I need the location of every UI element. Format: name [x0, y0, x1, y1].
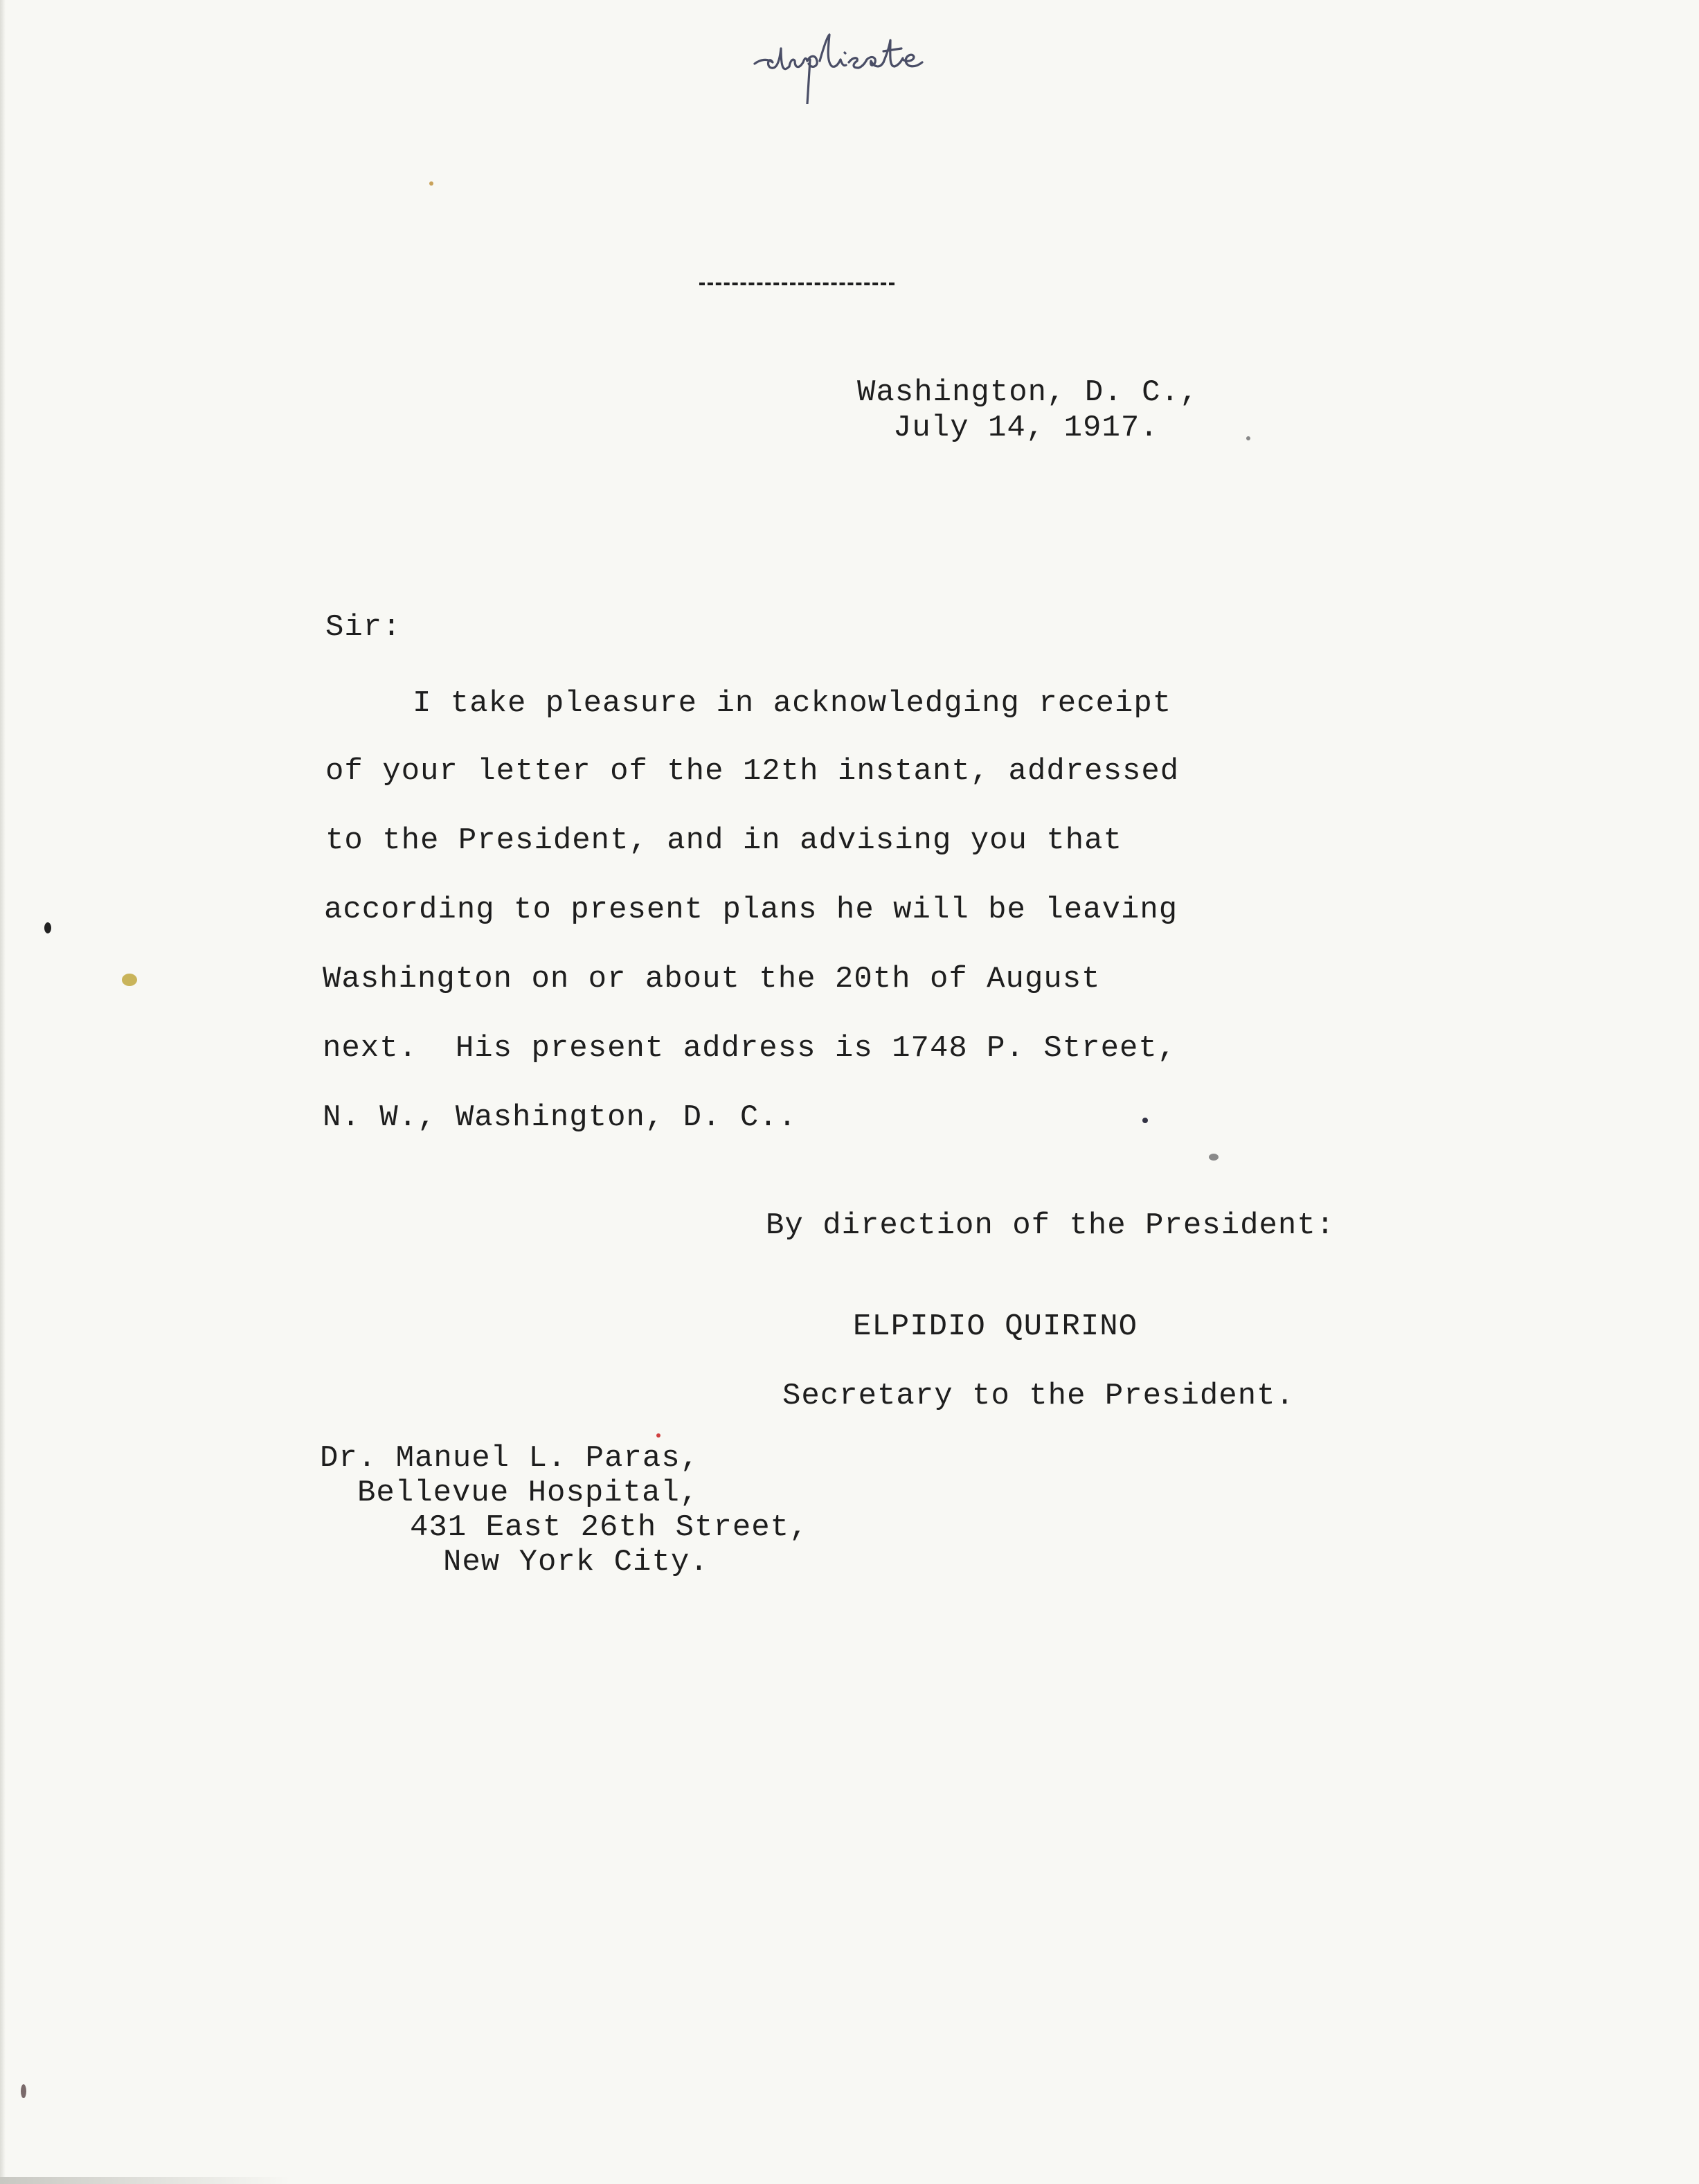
date-line: July 14, 1917. — [893, 411, 1159, 445]
paper-ink-speck — [44, 922, 51, 933]
handwritten-duplicate-note — [748, 21, 969, 104]
paper-dirt-speck — [1209, 1154, 1219, 1161]
body-line: of your letter of the 12th instant, addressed — [325, 754, 1180, 789]
signatory-name: ELPIDIO QUIRINO — [853, 1309, 1138, 1344]
paper-dirt-speck — [656, 1433, 660, 1438]
salutation: Sir: — [325, 610, 402, 645]
paper-dirt-speck — [21, 2084, 26, 2098]
page-edge-shadow — [0, 0, 6, 2184]
paper-stain-speck — [122, 974, 137, 986]
body-line: Washington on or about the 20th of August — [323, 962, 1101, 996]
body-line: I take pleasure in acknowledging receipt — [413, 686, 1172, 721]
paper-dirt-speck — [429, 181, 433, 186]
dashed-separator-rule — [699, 283, 895, 288]
scan-edge-strip — [0, 2177, 291, 2184]
body-line: according to present plans he will be leaving — [324, 893, 1178, 927]
addressee-street: 431 East 26th Street, — [410, 1510, 809, 1545]
place-line: Washington, D. C., — [857, 375, 1199, 410]
addressee-city: New York City. — [443, 1545, 709, 1579]
signatory-title: Secretary to the President. — [782, 1379, 1295, 1413]
body-line: N. W., Washington, D. C.. — [323, 1100, 798, 1135]
paper-dirt-speck — [1246, 436, 1250, 440]
closing-line: By direction of the President: — [766, 1208, 1336, 1243]
addressee-name: Dr. Manuel L. Paras, — [320, 1441, 700, 1476]
body-line: to the President, and in advising you that — [325, 823, 1122, 858]
paper-dirt-speck — [1142, 1118, 1148, 1123]
body-line: next. His present address is 1748 P. Street, — [323, 1031, 1177, 1066]
addressee-institution: Bellevue Hospital, — [357, 1476, 699, 1510]
